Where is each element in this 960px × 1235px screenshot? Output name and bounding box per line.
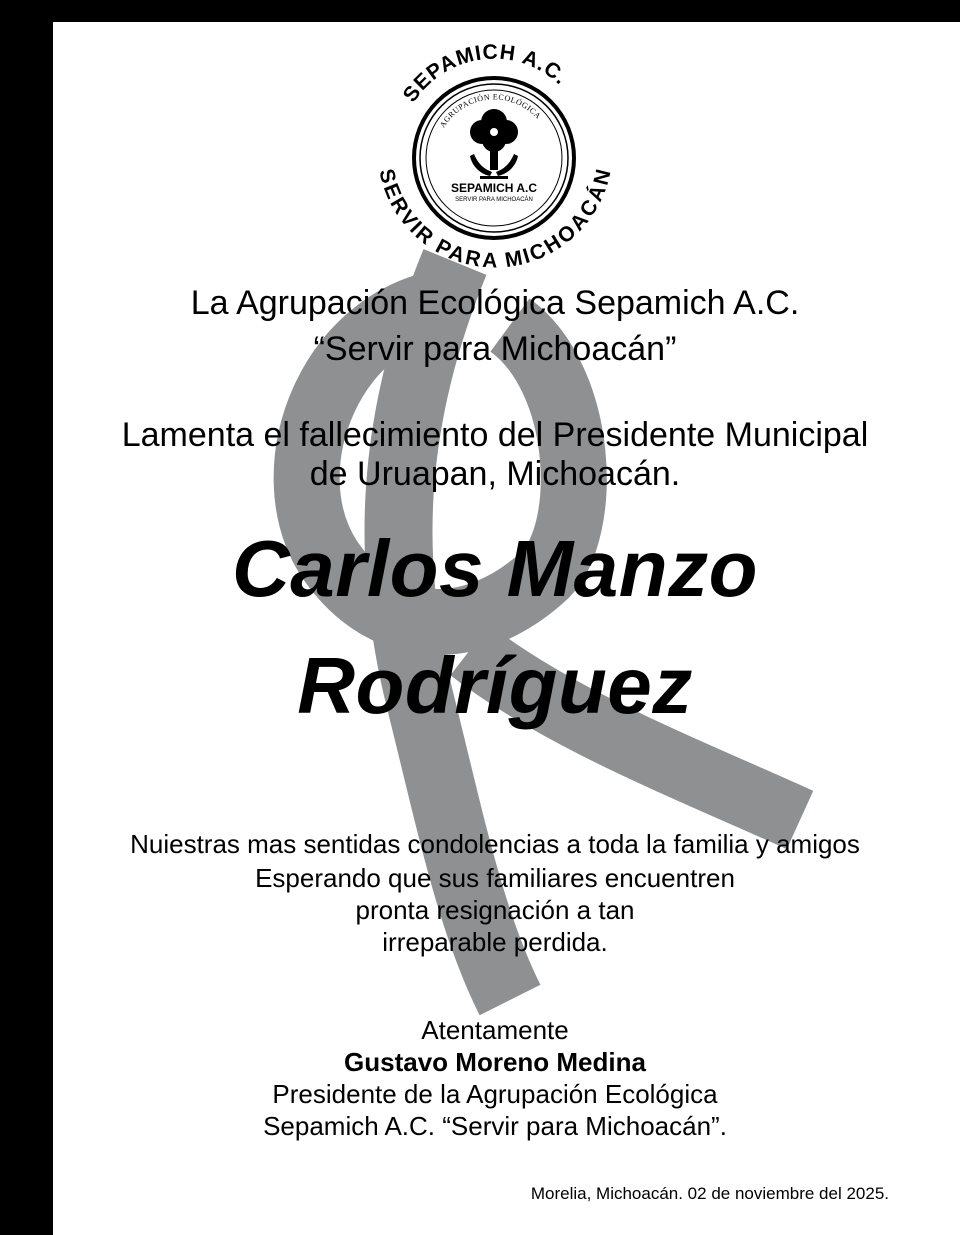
heading-line-1: La Agrupación Ecológica Sepamich A.C. — [190, 284, 800, 322]
condolences-line-3: pronta resignación a tan — [355, 895, 635, 925]
logo-inner-motto: SERVIR PARA MICHOACÁN — [455, 197, 533, 203]
condolences-line-2: Esperando que sus familiares encuentren — [255, 863, 735, 893]
logo-bottom-text: SERVIR PARA MICHOACÁN — [374, 166, 616, 273]
closing: Atentamente — [421, 1015, 569, 1045]
signer-name: Gustavo Moreno Medina — [344, 1047, 646, 1077]
signer-title-line-2: Sepamich A.C. “Servir para Michoacán”. — [263, 1111, 727, 1141]
condolences-line-1: Nuiestras mas sentidas condolencias a toda la familia y amigos — [130, 829, 860, 859]
deceased-name-line-1: Carlos Manzo — [231, 524, 759, 613]
condolence-notice — [53, 0, 937, 1235]
logo-top-text: SEPAMICH A.C. — [398, 40, 573, 107]
condolences-line-4: irreparable perdida. — [382, 927, 608, 957]
signer-title-line-1: Presidente de la Agrupación Ecológica — [272, 1079, 718, 1109]
heading-line-2: “Servir para Michoacán” — [313, 330, 677, 368]
deceased-name-line-2: Rodríguez — [297, 641, 693, 730]
announcement-line-1: Lamenta el fallecimiento del Presidente Municipal — [121, 416, 869, 454]
logo-inner-arc-text: AGRUPACIÓN ECOLÓGICA — [437, 92, 543, 130]
place-date: Morelia, Michoacán. 02 de noviembre del 2025. — [530, 1184, 889, 1203]
announcement-line-2: de Uruapan, Michoacán. — [309, 455, 681, 493]
logo-inner-name: SEPAMICH A.C — [450, 181, 538, 195]
